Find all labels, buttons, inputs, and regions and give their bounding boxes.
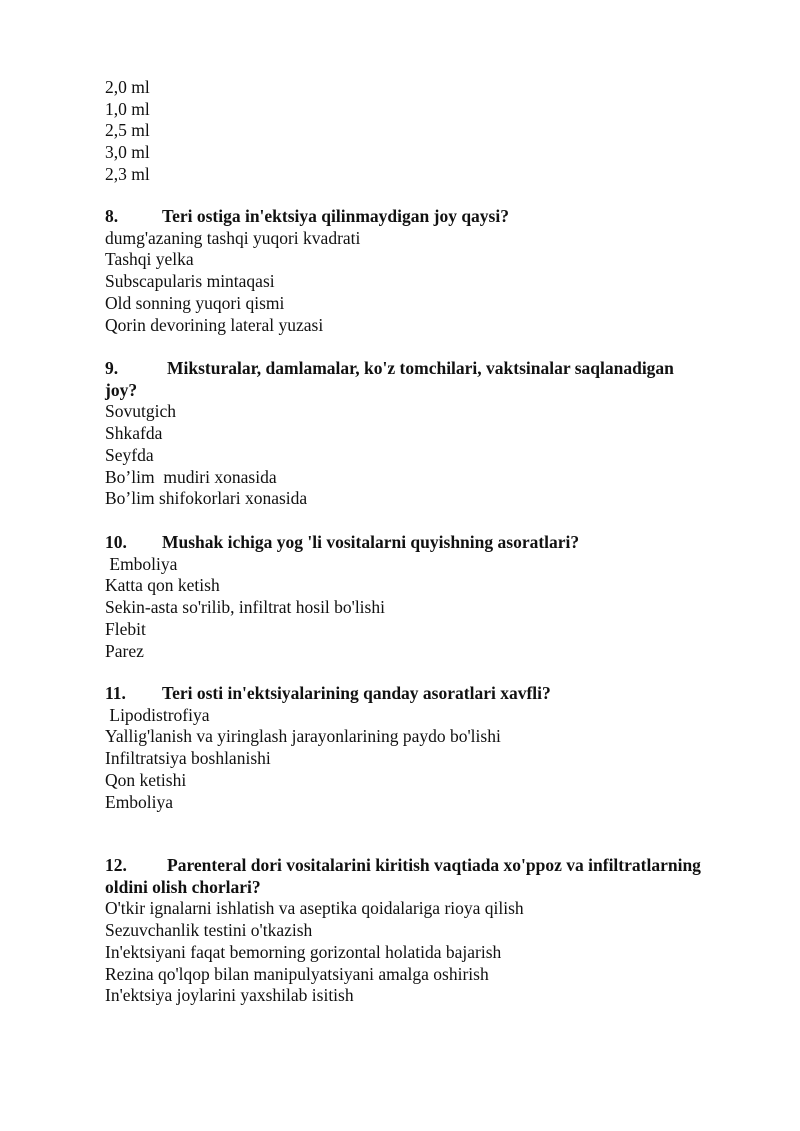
option-line: Sovutgich (105, 401, 176, 422)
option-line: 3,0 ml (105, 142, 150, 163)
question-number: 9. (105, 358, 119, 378)
option-line: Katta qon ketish (105, 575, 220, 596)
question-number: 8. (105, 206, 119, 226)
option-line: 2,0 ml (105, 77, 150, 97)
question-text: Miksturalar, damlamalar, ko'z tomchilari, vaktsinalar saqlanadigan (167, 358, 674, 378)
option-line: Bo’lim shifokorlari xonasida (105, 488, 308, 509)
top-options-list (105, 77, 765, 186)
question-number: 11. (105, 683, 126, 703)
question-10 (105, 532, 765, 662)
option-line: Yallig'lanish va yiringlash jarayonlarining paydo bo'lishi (105, 726, 501, 747)
option-line: Flebit (105, 618, 146, 639)
option-line: 2,5 ml (105, 120, 150, 141)
option-line: Subscapularis mintaqasi (105, 271, 275, 292)
question-heading (105, 855, 765, 877)
option-line: Tashqi yelka (105, 249, 194, 270)
option-line: dumg'azaning tashqi yuqori kvadrati (105, 227, 361, 248)
question-number: 12. (105, 855, 127, 875)
question-text: Teri ostiga in'ektsiya qilinmaydigan joy qaysi? (162, 206, 509, 226)
option-line: Sekin-asta so'rilib, infiltrat hosil bo'lishi (105, 597, 385, 618)
question-number: 10. (105, 532, 127, 552)
option-line: Lipodistrofiya (105, 704, 210, 725)
question-text: Parenteral dori vositalarini kiritish vaqtiada xo'ppoz va infiltratlarning (167, 855, 701, 875)
option-line: Emboliya (105, 791, 174, 812)
option-line: Qon ketishi (105, 769, 187, 790)
option-line: Sezuvchanlik testini o'tkazish (105, 920, 313, 941)
question-8 (105, 206, 765, 336)
option-line: Emboliya (105, 553, 178, 574)
option-line: Bo’lim mudiri xonasida (105, 466, 277, 487)
option-line: Rezina qo'lqop bilan manipulyatsiyani amalga oshirish (105, 963, 489, 984)
question-text-continued: oldini olish chorlari? (105, 876, 261, 897)
option-line: 2,3 ml (105, 163, 150, 184)
option-line: In'ektsiya joylarini yaxshilab isitish (105, 985, 354, 1006)
question-heading (105, 532, 765, 554)
option-line: 1,0 ml (105, 98, 150, 119)
question-text: Teri osti in'ektsiyalarining qanday asoratlari xavfli? (162, 683, 551, 703)
question-11 (105, 683, 765, 813)
question-text-continued: joy? (105, 379, 138, 400)
option-line: Parez (105, 640, 144, 661)
option-line: O'tkir ignalarni ishlatish va aseptika qoidalariga rioya qilish (105, 898, 524, 919)
question-heading (105, 206, 765, 228)
option-line: In'ektsiyani faqat bemorning gorizontal holatida bajarish (105, 941, 502, 962)
question-text: Mushak ichiga yog 'li vositalarni quyishning asoratlari? (162, 532, 580, 552)
option-line: Infiltratsiya boshlanishi (105, 748, 271, 769)
option-line: Old sonning yuqori qismi (105, 292, 285, 313)
question-12 (105, 855, 765, 1007)
option-line: Shkafda (105, 423, 163, 444)
option-line: Seyfda (105, 444, 154, 465)
question-9 (105, 358, 765, 510)
question-heading (105, 683, 765, 705)
option-line: Qorin devorining lateral yuzasi (105, 314, 324, 335)
question-heading (105, 358, 765, 380)
